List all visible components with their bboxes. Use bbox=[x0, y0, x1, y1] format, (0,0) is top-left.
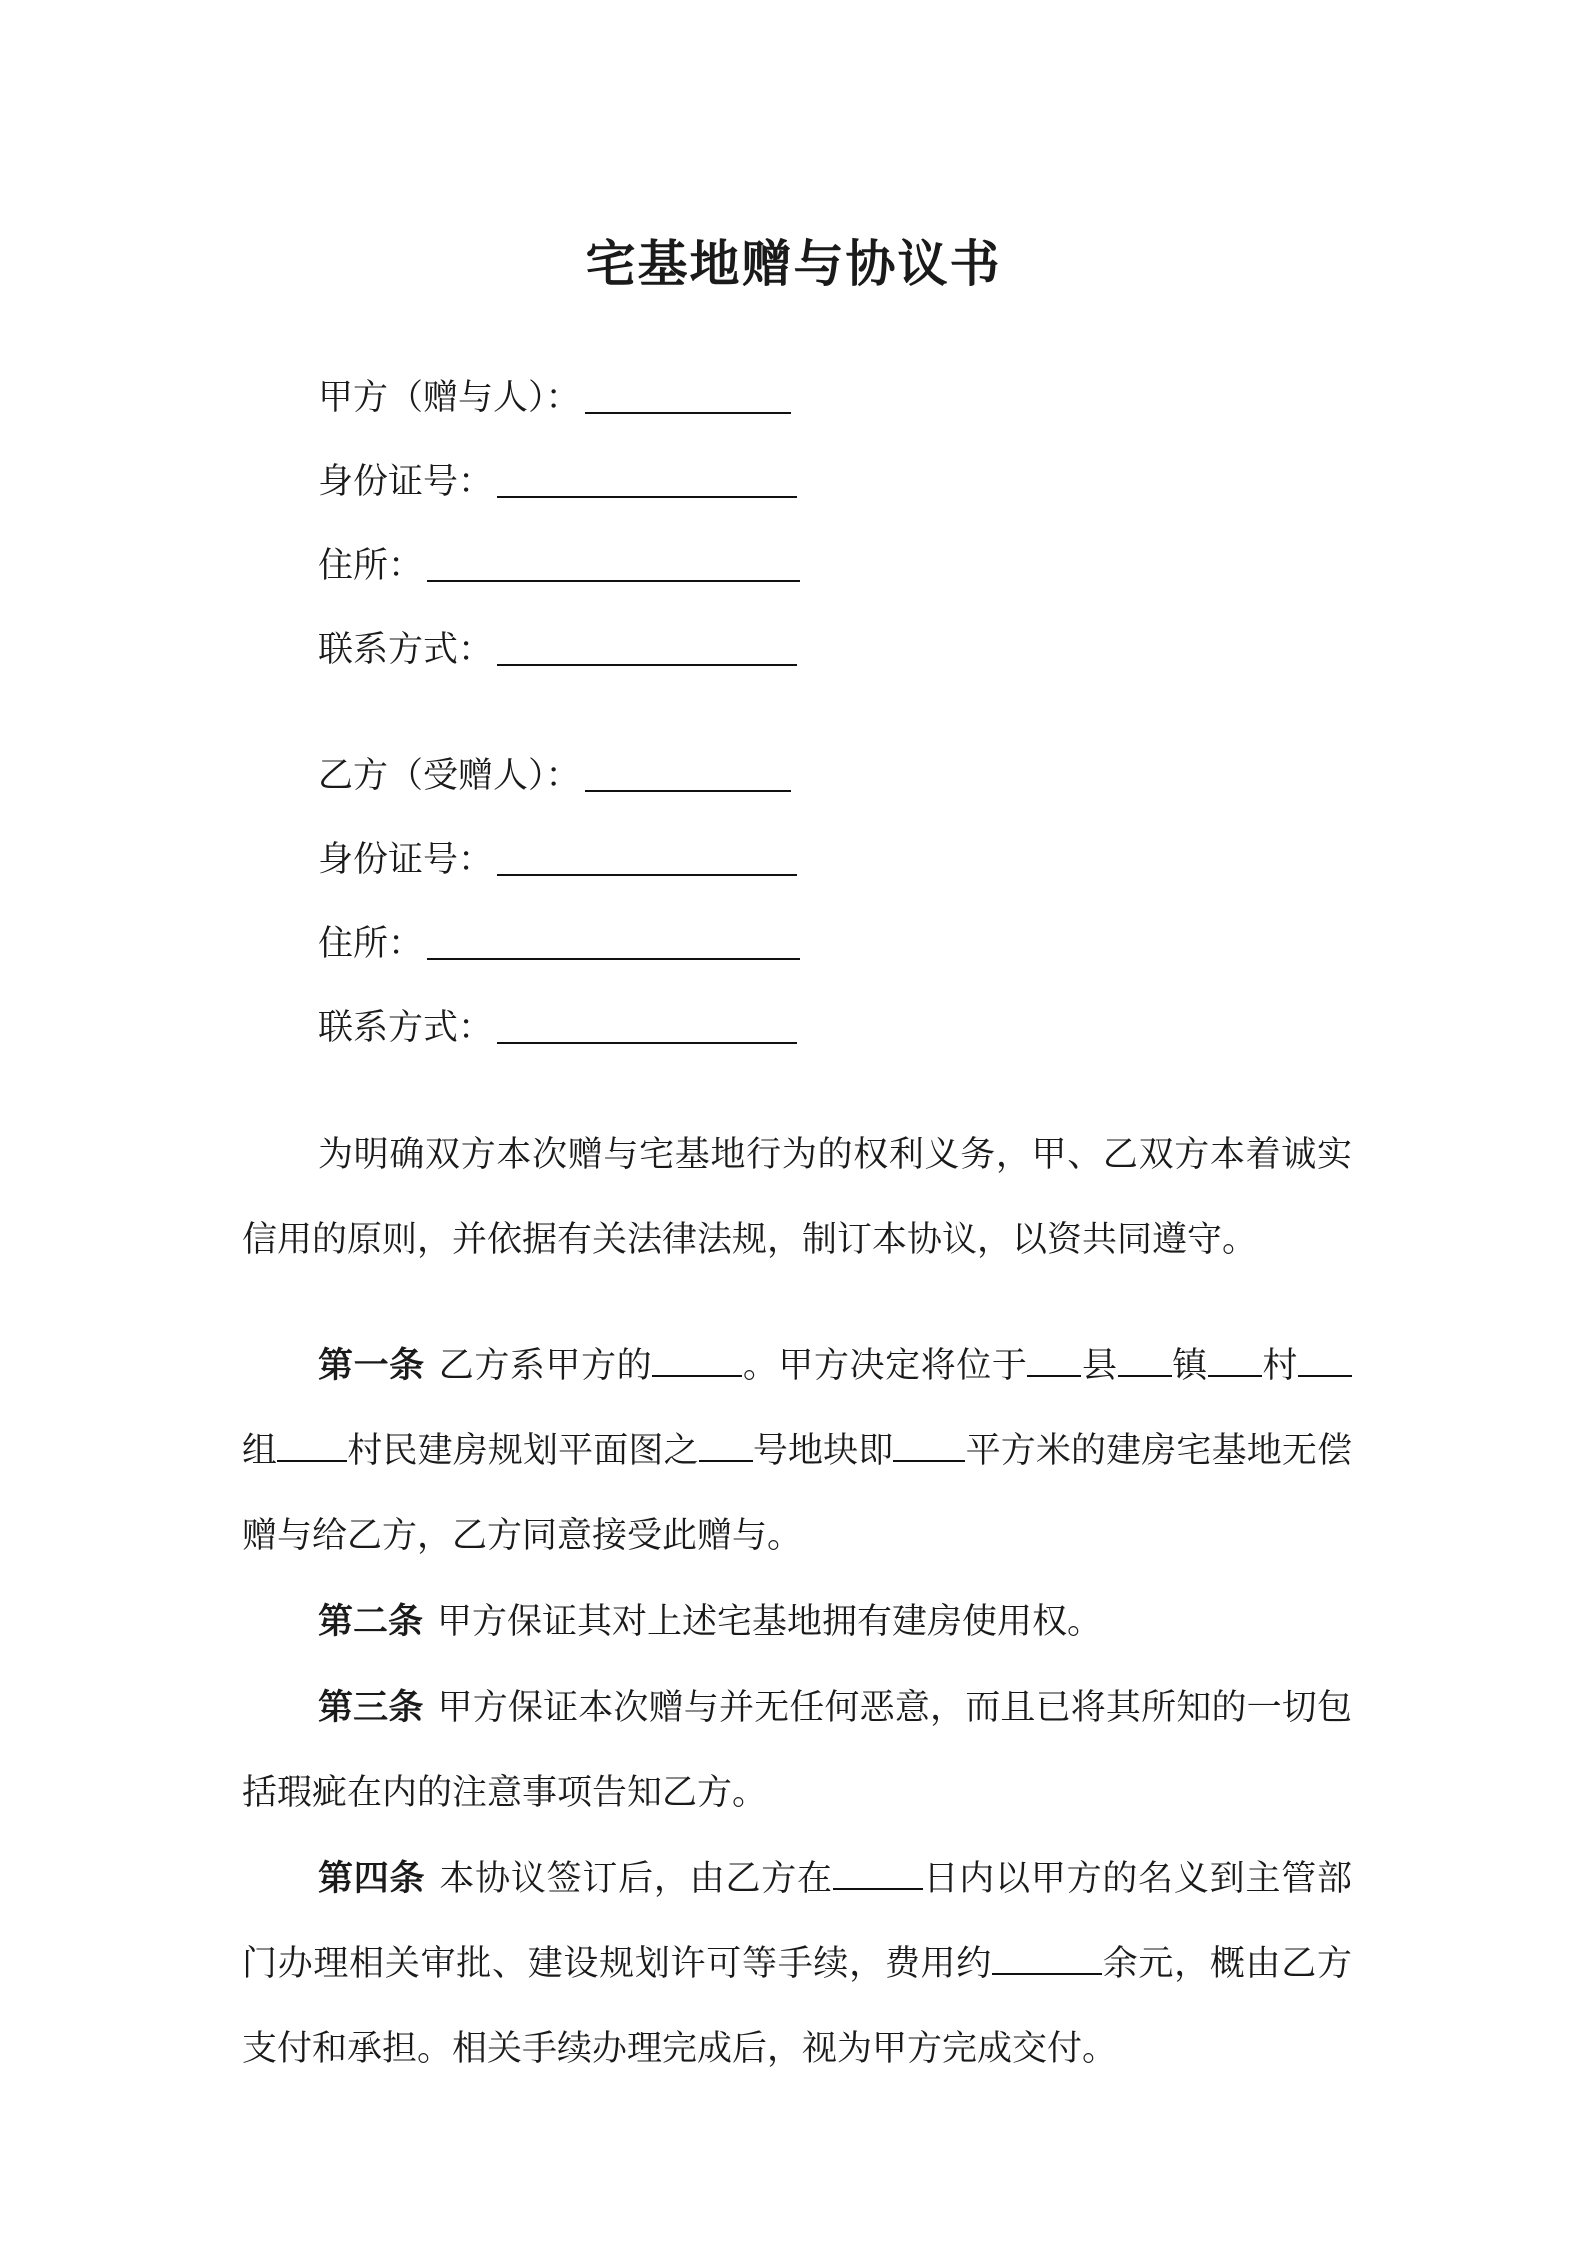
article-1-village: 村 bbox=[1261, 1346, 1298, 1386]
article-1-head: 第一条 bbox=[318, 1345, 425, 1386]
article-4-text-1: 本协议签订后，由乙方在 bbox=[439, 1859, 833, 1899]
plot-number-blank bbox=[699, 1430, 753, 1462]
article-2 bbox=[242, 1579, 1352, 1665]
article-1-text-1: 乙方系甲方的 bbox=[438, 1346, 653, 1386]
party-a-id-label: 身份证号： bbox=[318, 462, 494, 502]
party-a-contact-blank bbox=[497, 608, 797, 666]
party-b-id-blank bbox=[497, 818, 797, 876]
party-a-section bbox=[318, 356, 1218, 692]
party-b-contact-row bbox=[318, 986, 1218, 1070]
party-a-id-row bbox=[318, 440, 1218, 524]
party-a-name-blank bbox=[585, 356, 791, 414]
days-blank bbox=[833, 1858, 923, 1890]
county-blank bbox=[1027, 1345, 1081, 1377]
preamble-paragraph: 为明确双方本次赠与宅基地行为的权利义务，甲、乙双方本着诚实信用的原则，并依据有关法律法规，制订本协议，以资共同遵守。 bbox=[242, 1135, 1352, 1260]
group-blank bbox=[1298, 1345, 1352, 1377]
party-b-address-label: 住所： bbox=[318, 924, 424, 964]
party-a-name-label: 甲方（赠与人）： bbox=[318, 378, 581, 418]
party-a-address-row bbox=[318, 524, 1218, 608]
relation-blank bbox=[652, 1345, 742, 1377]
party-b-contact-label: 联系方式： bbox=[318, 1008, 494, 1048]
article-1-text-8: 号地块即 bbox=[752, 1431, 894, 1471]
article-3-text: 甲方保证本次赠与并无任何恶意，而且已将其所知的一切包括瑕疵在内的注意事项告知乙方。 bbox=[242, 1688, 1352, 1813]
document-title: 宅基地赠与协议书 bbox=[585, 234, 1002, 293]
party-b-contact-blank bbox=[497, 986, 797, 1044]
article-1-text-2: 。甲方决定将位于 bbox=[742, 1346, 1028, 1386]
article-4 bbox=[242, 1836, 1352, 2092]
party-b-address-blank bbox=[427, 902, 800, 960]
party-b-address-row bbox=[318, 902, 1218, 986]
party-b-id-label: 身份证号： bbox=[318, 840, 494, 880]
article-3 bbox=[242, 1665, 1352, 1836]
town-blank bbox=[1118, 1345, 1172, 1377]
party-a-contact-row bbox=[318, 608, 1218, 692]
articles-block bbox=[242, 1323, 1352, 2092]
party-a-address-blank bbox=[427, 524, 800, 582]
article-4-text-2: 日内以甲方的名义到主管部门办理相关审批、建设规划许可等手续，费用约 bbox=[242, 1859, 1352, 1984]
article-2-text: 甲方保证其对上述宅基地拥有建房使用权。 bbox=[437, 1602, 1103, 1642]
party-b-name-label: 乙方（受赠人）： bbox=[318, 756, 581, 796]
party-b-section bbox=[318, 734, 1218, 1070]
plan-blank bbox=[277, 1430, 347, 1462]
article-1-town: 镇 bbox=[1171, 1346, 1208, 1386]
party-b-name-blank bbox=[585, 734, 791, 792]
cost-blank bbox=[992, 1943, 1102, 1975]
article-3-head: 第三条 bbox=[318, 1687, 424, 1728]
party-a-address-label: 住所： bbox=[318, 546, 424, 586]
article-4-head: 第四条 bbox=[318, 1858, 426, 1899]
preamble-block bbox=[242, 1113, 1352, 1283]
article-1-county: 县 bbox=[1081, 1346, 1118, 1386]
village-blank bbox=[1208, 1345, 1262, 1377]
article-1-group: 组 bbox=[242, 1431, 278, 1471]
article-1-text-9: 平方米的建房宅基地无偿赠与给乙方，乙方同意接受此赠与。 bbox=[242, 1431, 1352, 1556]
article-2-head: 第二条 bbox=[318, 1601, 424, 1642]
party-b-name-row bbox=[318, 734, 1218, 818]
article-1 bbox=[242, 1323, 1352, 1579]
article-1-text-7: 村民建房规划平面图之 bbox=[347, 1431, 699, 1471]
party-a-contact-label: 联系方式： bbox=[318, 630, 494, 670]
party-b-id-row bbox=[318, 818, 1218, 902]
article-4-text-3: 余元，概由乙方支付和承担。相关手续办理完成后，视为甲方完成交付。 bbox=[242, 1944, 1352, 2069]
party-a-id-blank bbox=[497, 440, 797, 498]
party-a-name-row bbox=[318, 356, 1218, 440]
area-blank bbox=[893, 1430, 965, 1462]
